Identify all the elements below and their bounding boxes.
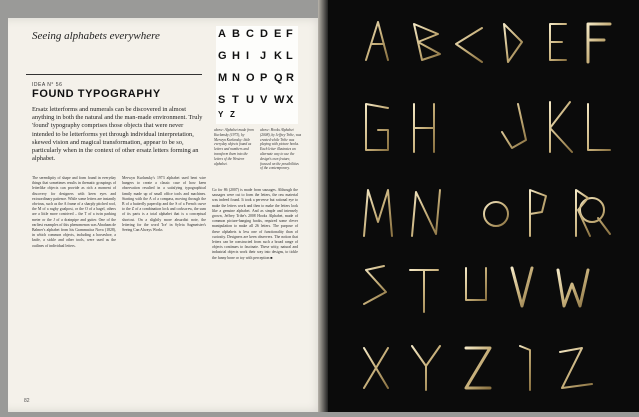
idea-number: IDEA N° 56 [32,82,63,88]
hook-letter-f [588,24,610,62]
inset-glyph: Q [274,72,283,84]
hook-letter-u [466,268,486,300]
page-number: 82 [24,398,30,404]
inset-glyph: E [274,28,282,40]
inset-glyph: K [274,50,282,62]
caption-right: above: Hooks Alphabet (2008), by Jeffrey Tribe, was created while Tribe was playing with picture hooks. Each letter illustrates an alternate way to use the design's own feature, focused on the possibilities of the contemporary. [260,128,302,171]
caption-left: above: Alphabet made from Kurlansky (1973), by Merwyn Kurlansky: little everyday objects found as letters and numbers and transform them into the letters of the Western alphabet. [214,128,254,166]
body-column-3: Go for 86 (2007) is made from sausages. Although the sausages were cut to form the letters, the raw material was indeed found. It took a perverse but rational eye to make the letters work and then to make the letters look like a genuine alphabet. And as simple and intensely grown, Jeffrey Tribe's 2008 Hooks Alphabet, made of common picture-hanging hooks, required some clever manipulation to make all 26 letters. The purpose of these alphabets is less one of functionality than of curiosity. Designers are keen observers. The notion that letters can be constructed from such a broad range of objects continues to fascinate. These witty, natural and industrial objects work their way into designs, to tickle the funny bone or toy with perception ■ [212,188,298,260]
inset-glyph: Z [230,110,235,119]
hook-letter-x [364,348,388,388]
inset-glyph: N [232,72,240,84]
inset-glyph: W [274,94,285,106]
hook-letter-n [412,190,440,236]
hook-letter-w [558,270,588,306]
inset-alphabet-image [216,26,298,124]
hook-letter-k [550,102,572,152]
hook-letter-t [410,270,438,312]
inset-glyph: V [260,94,268,106]
inset-glyph: R [286,72,294,84]
hook-letter-l [588,104,610,150]
hook-letter-b [414,24,440,60]
divider-rule [26,74,202,75]
hook-letter-a [366,22,388,60]
inset-glyph: I [246,50,250,62]
book-fold [318,0,328,412]
hook-number-1 [520,346,530,390]
inset-glyph: D [260,28,268,40]
inset-glyph: M [218,72,228,84]
inset-glyph: J [260,50,267,62]
running-head: Seeing alphabets everywhere [32,30,160,42]
inset-glyph: H [232,50,240,62]
inset-glyph: U [246,94,254,106]
hook-letter-g [366,104,388,150]
hook-letter-y [412,346,440,390]
body-column-1: The serendipity of shape and form found in everyday things that sometimes results in thematic groupings of letterlike objects can provide as rich a moment of discovery for designers with keen eyes and extraordinary patience. While some letters are instantly obvious, such as the A frame of a sharply pitched roof, the M of a rugby goalpost, or the O of a bagel, others are a little more contrived – the T of a twin parking meter or the J of a drainpipe and gutter. One of the earliest examples of this phenomenon was Abraham de Balmer's alphabet from his Grammatica Nova (1828), in which common objects, including a horseshoe, a knife, a sickle and other tools, were used as the outlines of individual letters. [32,176,116,248]
hook-letter-z [466,348,490,388]
right-page-photo [326,0,639,412]
body-column-2: Merwyn Kurlansky's 1973 alphabet used bent wire hangers to create a classic case of how keen observation resulted in a satisfying typographical family made up of small office tools and machines. Starting with the A of a compass, moving through the B of a butterfly paperclip and the S of a French curve to the Z of a combination lock and corkscrew, the sum of its parts is a total alphabet that is a conceptual shortcut. On a slightly more absurdist note, the lettering for the word 'Ice' in Sylvia Sagmeister's Seeing Can Always Works [122,176,206,233]
inset-glyph: B [232,28,240,40]
hook-letter-o [484,202,508,226]
inset-glyph: G [218,50,227,62]
hook-alphabet-photo [326,0,639,412]
hook-letter-j [502,104,526,148]
inset-glyph: Y [218,110,224,119]
hook-letter-c [456,28,482,62]
inset-glyph: T [232,94,239,106]
hook-letter-v [512,268,532,306]
intro-paragraph: Ersatz letterforms and numerals can be discovered in almost anything in both the natural and the man-made environment. Truly 'found' typography comprises those objects that were never intended to be letterforms yet through individual interpretation, skewed vision and magical transformation, appear to be so, particularly when in the context of other ersatz letters forming an alphabet. [32,106,203,163]
hook-letter-r [576,190,590,236]
page-title: FOUND TYPOGRAPHY [32,88,161,100]
inset-glyph: O [246,72,255,84]
hook-letter-e [550,24,566,60]
hook-letter-p [530,190,546,236]
inset-glyph: C [246,28,254,40]
hook-letter-h [414,104,434,152]
hook-number-2 [560,348,592,388]
inset-glyph: L [286,50,293,62]
inset-glyph: A [218,28,226,40]
inset-glyph: X [286,94,294,106]
hook-letter-m [364,190,392,236]
hook-letter-s [364,266,386,304]
hook-letter-d [504,24,522,62]
inset-glyph: F [286,28,293,40]
inset-glyph: S [218,94,226,106]
inset-glyph: P [260,72,268,84]
